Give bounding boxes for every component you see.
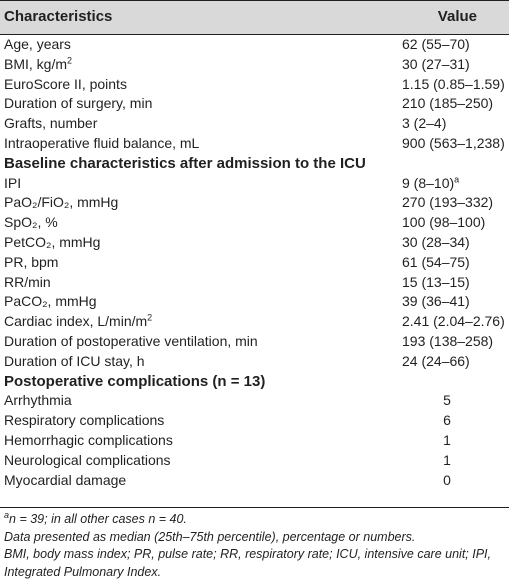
row-label xyxy=(4,134,199,154)
row-label-superscript: 2 xyxy=(147,312,153,323)
row-value-text: 61 (54–75) xyxy=(402,253,470,270)
table-row xyxy=(0,391,509,411)
row-label xyxy=(4,451,171,471)
row-label xyxy=(4,253,58,273)
row-label xyxy=(4,332,258,352)
row-value xyxy=(402,55,509,75)
row-label-text: Intraoperative fluid balance, mL xyxy=(4,134,200,151)
row-label-superscript: 2 xyxy=(67,55,73,66)
table-row xyxy=(0,292,509,312)
row-value xyxy=(402,114,509,134)
row-value-text: 30 (27–31) xyxy=(402,55,470,72)
row-value xyxy=(402,391,492,411)
row-label-text: Duration of ICU stay, h xyxy=(4,352,145,369)
row-label xyxy=(4,35,71,55)
row-label-text: RR/min xyxy=(4,273,51,290)
row-label-text: PR, bpm xyxy=(4,253,59,270)
table-row xyxy=(0,471,509,491)
row-label xyxy=(4,55,72,75)
row-value xyxy=(402,75,509,95)
table-row xyxy=(0,312,509,332)
row-label xyxy=(4,352,145,372)
row-label-text: SpO₂, % xyxy=(4,214,58,231)
row-value-text: 1.15 (0.85–1.59) xyxy=(402,75,505,92)
table-notes xyxy=(4,511,504,581)
row-label-text: Duration of postoperative ventilation, min xyxy=(4,332,258,349)
row-label xyxy=(4,94,152,114)
row-value-text: 62 (55–70) xyxy=(402,36,470,52)
table-row xyxy=(0,193,509,213)
section-title: Postoperative complications (n = 13) xyxy=(4,372,266,390)
row-label xyxy=(4,391,72,411)
section-header xyxy=(0,372,509,392)
table-row xyxy=(0,94,509,114)
row-label-text: Myocardial damage xyxy=(4,471,127,488)
row-label-text: Arrhythmia xyxy=(4,392,72,409)
row-label xyxy=(4,471,126,491)
table-row xyxy=(0,352,509,372)
note-abbreviations: BMI, body mass index; PR, pulse rate; RR, respiratory rate; ICU, intensive care unit; IPI, Integrated Pulmonary Index. xyxy=(4,547,491,579)
row-label-text: Cardiac index, L/min/m xyxy=(4,313,148,330)
row-value xyxy=(402,253,509,273)
row-label xyxy=(4,312,152,332)
table-row xyxy=(0,273,509,293)
table-row xyxy=(0,253,509,273)
table-row xyxy=(0,75,509,95)
row-label-text: Respiratory complications xyxy=(4,412,165,429)
row-value-text: 193 (138–258) xyxy=(402,332,494,349)
row-label xyxy=(4,233,100,253)
table-row xyxy=(0,174,509,194)
row-label-text: Age, years xyxy=(4,36,71,52)
note-a-text: n = 39; in all other cases n = 40. xyxy=(9,512,187,526)
row-value-text: 2.41 (2.04–2.76) xyxy=(402,313,505,330)
row-label-text: PaCO₂, mmHg xyxy=(4,293,97,310)
row-value xyxy=(402,174,509,194)
row-value-text: 100 (98–100) xyxy=(402,214,486,231)
row-value-text: 30 (28–34) xyxy=(402,233,470,250)
row-value-text: 5 xyxy=(443,392,451,409)
note-a-marker: a xyxy=(4,509,10,520)
row-label xyxy=(4,75,127,95)
row-label-text: Duration of surgery, min xyxy=(4,95,153,112)
row-value-text: 15 (13–15) xyxy=(402,273,470,290)
row-label xyxy=(4,273,51,293)
row-value-text: 210 (185–250) xyxy=(402,95,494,112)
table-row xyxy=(0,332,509,352)
row-value xyxy=(402,292,509,312)
row-label-text: Hemorrhagic complications xyxy=(4,431,173,448)
row-label-text: Grafts, number xyxy=(4,115,98,132)
row-value xyxy=(402,332,509,352)
footer-rule xyxy=(0,507,509,508)
table-row xyxy=(0,134,509,154)
table-row xyxy=(0,114,509,134)
row-value xyxy=(402,273,509,293)
note-a xyxy=(4,511,504,529)
row-value xyxy=(402,411,492,431)
row-value-text: 24 (24–66) xyxy=(402,352,470,369)
section-header xyxy=(0,154,509,174)
table-row xyxy=(0,55,509,75)
row-value xyxy=(402,431,492,451)
row-value xyxy=(402,94,509,114)
table-row xyxy=(0,431,509,451)
row-value xyxy=(402,471,492,491)
row-label xyxy=(4,193,118,213)
row-value-text: 0 xyxy=(443,471,451,488)
row-value xyxy=(402,312,509,332)
note-data-presentation: Data presented as median (25th–75th percentile), percentage or numbers. xyxy=(4,529,416,544)
header-value: Value xyxy=(437,8,477,25)
row-label xyxy=(4,292,97,312)
row-value-superscript: a xyxy=(454,173,460,184)
row-label-text: Neurological complications xyxy=(4,451,171,468)
row-value xyxy=(402,35,509,55)
row-label xyxy=(4,213,58,233)
row-value-text: 9 (8–10) xyxy=(402,174,455,191)
table-body xyxy=(0,35,509,490)
row-value-text: 3 (2–4) xyxy=(402,115,447,132)
row-value-text: 1 xyxy=(443,451,451,468)
row-value-text: 6 xyxy=(443,412,451,429)
row-label-text: PaO₂/FiO₂, mmHg xyxy=(4,194,119,211)
row-value xyxy=(402,233,509,253)
row-label xyxy=(4,174,21,194)
row-value xyxy=(402,193,509,213)
row-value-text: 900 (563–1,238) xyxy=(402,134,505,151)
row-value xyxy=(402,451,492,471)
table-header xyxy=(0,0,509,35)
row-value-text: 39 (36–41) xyxy=(402,293,470,310)
row-label-text: PetCO₂, mmHg xyxy=(4,233,101,250)
section-title: Baseline characteristics after admission to the ICU xyxy=(4,154,366,172)
row-value xyxy=(402,352,509,372)
row-label-text: BMI, kg/m xyxy=(4,55,68,72)
row-label xyxy=(4,411,164,431)
row-label xyxy=(4,431,173,451)
table-row xyxy=(0,451,509,471)
table-row xyxy=(0,213,509,233)
table-row xyxy=(0,233,509,253)
row-value xyxy=(402,213,509,233)
row-label xyxy=(4,114,97,134)
table-row xyxy=(0,411,509,431)
row-label-text: EuroScore II, points xyxy=(4,75,127,92)
header-characteristics: Characteristics xyxy=(4,8,113,25)
row-value-text: 270 (193–332) xyxy=(402,194,494,211)
row-value xyxy=(402,134,509,154)
row-label-text: IPI xyxy=(4,174,22,191)
table-row xyxy=(0,35,509,55)
row-value-text: 1 xyxy=(443,431,451,448)
